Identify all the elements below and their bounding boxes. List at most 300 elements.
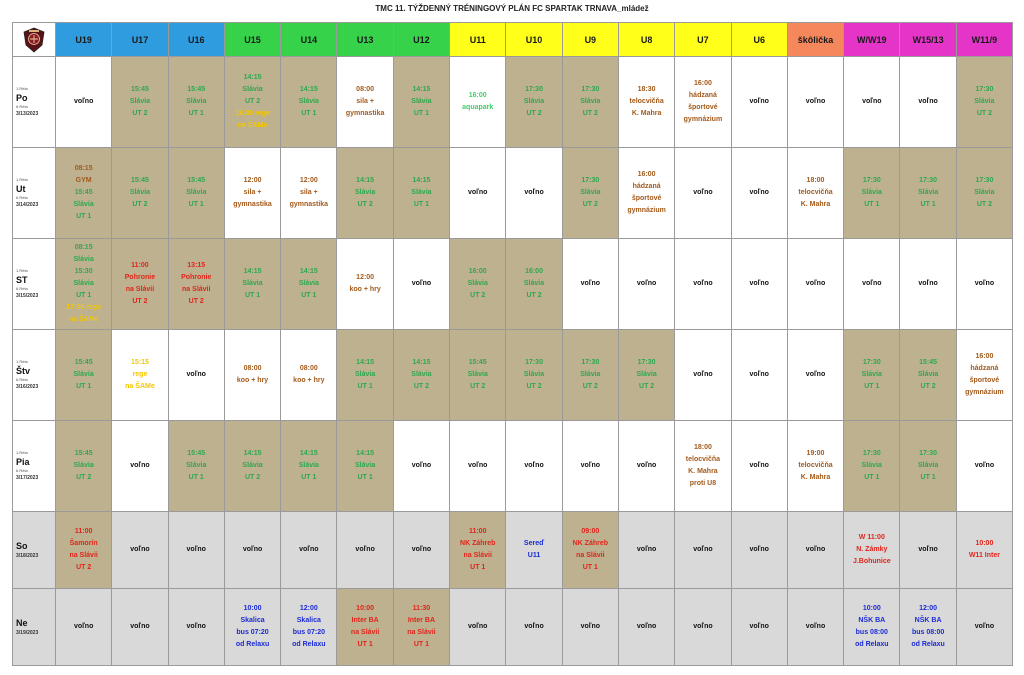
session-text: voľno: [805, 623, 826, 630]
schedule-cell: [112, 57, 168, 148]
session-text: voľno: [580, 280, 601, 287]
session-text: 15:45 Slávia UT 1: [186, 450, 207, 481]
schedule-cell: [900, 330, 956, 421]
session-text: voľno: [862, 280, 882, 287]
schedule-cell: [112, 239, 168, 330]
session-text: voľno: [186, 371, 206, 378]
schedule-cell: [337, 589, 393, 666]
day-date: 3/18/2023: [16, 553, 39, 559]
session-text: 17:30 Slávia UT 2: [580, 359, 601, 390]
day-date: 3/14/2023: [16, 202, 39, 208]
session-text: 14:15 Slávia UT 1: [298, 86, 319, 117]
session-text: 08:00 koo + hry: [236, 365, 269, 384]
schedule-cell: [112, 512, 168, 589]
session-text: 15:45 Slávia UT 2: [467, 359, 488, 390]
training-schedule-table: [12, 22, 1013, 666]
schedule-cell: [56, 512, 112, 589]
schedule-cell: [618, 57, 674, 148]
schedule-cell: [281, 330, 337, 421]
session-text: voľno: [468, 462, 488, 469]
day-note: 1.Réta: [16, 450, 28, 455]
column-header-u7: U7: [675, 23, 731, 57]
session-text: 08:00 sila + gymnastika: [345, 86, 385, 117]
day-label: [13, 512, 56, 589]
session-text: 14:15 Slávia UT 1: [242, 268, 263, 299]
column-header-u8: U8: [618, 23, 674, 57]
session-text: voľno: [805, 98, 826, 105]
session-text: voľno: [805, 371, 826, 378]
day-note: 1.Réta: [16, 177, 28, 182]
session-text: 14:15 Slávia UT 2: [242, 74, 263, 105]
day-date: 3/13/2023: [16, 111, 39, 117]
schedule-cell: [731, 421, 787, 512]
schedule-cell: [506, 148, 562, 239]
schedule-cell: [224, 330, 280, 421]
session-text: 17:30 Slávia UT 2: [636, 359, 657, 390]
session-text: 08:15 Slávia 15:30 Slávia UT 1: [73, 244, 94, 299]
schedule-cell: [450, 589, 506, 666]
session-text: 11:00 Pohronie na Slávii UT 2: [124, 262, 156, 305]
schedule-cell: [450, 148, 506, 239]
session-text: 10:00 Inter BA na Slávii UT 1: [350, 605, 380, 648]
schedule-cell: [675, 330, 731, 421]
day-note: 6.Réta: [16, 377, 28, 382]
session-text: voľno: [749, 623, 769, 630]
column-header-u9: U9: [562, 23, 618, 57]
day-date: 3/15/2023: [16, 293, 39, 299]
session-text: voľno: [636, 462, 657, 469]
column-header-u19: U19: [56, 23, 112, 57]
session-text: 15:45 Slávia UT 1: [73, 359, 94, 390]
schedule-cell: [787, 330, 843, 421]
day-row-ut: [13, 148, 1013, 239]
session-text: 17:30 Slávia UT 2: [974, 86, 995, 117]
schedule-cell: [281, 148, 337, 239]
header-row: [13, 23, 1013, 57]
schedule-cell: [506, 239, 562, 330]
session-text: voľno: [749, 371, 769, 378]
session-text: 15:45 Slávia UT 2: [917, 359, 939, 390]
schedule-cell: [900, 148, 956, 239]
schedule-cell: [337, 512, 393, 589]
schedule-cell: [956, 148, 1012, 239]
session-text: voľno: [468, 189, 488, 196]
schedule-cell: [675, 239, 731, 330]
session-text: 14:15 Slávia UT 1: [355, 359, 376, 390]
day-name: So: [16, 541, 28, 551]
schedule-cell: [281, 421, 337, 512]
day-row-po: [13, 57, 1013, 148]
session-text: voľno: [974, 462, 995, 469]
schedule-cell: [787, 589, 843, 666]
schedule-cell: [224, 239, 280, 330]
session-text: 12:00 NŠK BA bus 08:00 od Relaxu: [911, 605, 945, 648]
session-text: 11:00 Šamorín na Slávii UT 2: [69, 528, 98, 571]
schedule-cell: [562, 148, 618, 239]
session-text: voľno: [411, 546, 432, 553]
session-text: 14:15 Slávia UT 1: [355, 450, 376, 481]
day-note: 1.Réta: [16, 86, 28, 91]
schedule-cell: [506, 421, 562, 512]
column-header-w15-13: W15/13: [900, 23, 956, 57]
schedule-cell: [618, 148, 674, 239]
schedule-cell: [393, 589, 449, 666]
session-text: voľno: [749, 280, 769, 287]
schedule-cell: [337, 330, 393, 421]
schedule-cell: [900, 589, 956, 666]
column-header-w-w19: W/W19: [844, 23, 900, 57]
schedule-cell: [844, 512, 900, 589]
session-text: voľno: [693, 371, 713, 378]
session-text: voľno: [636, 546, 657, 553]
session-text: voľno: [805, 546, 826, 553]
schedule-cell: [112, 148, 168, 239]
session-text: 17:30 Slávia UT 2: [523, 86, 545, 117]
session-text: voľno: [918, 546, 938, 553]
session-text: 16:00 Slávia UT 2: [467, 268, 488, 299]
day-note: 6.Réta: [16, 195, 28, 200]
page-title: TMC 11. TÝŽDENNÝ TRÉNINGOVÝ PLÁN FC SPARTAK TRNAVA_mládež: [375, 4, 649, 13]
schedule-cell: [450, 57, 506, 148]
schedule-cell: [787, 239, 843, 330]
session-text: 18:00 telocvičňa K. Mahra: [798, 177, 833, 208]
session-text: voľno: [468, 623, 488, 630]
session-text: 17:30 rege na ŠAMe: [66, 304, 101, 323]
session-text: 14:15 Slávia UT 1: [411, 86, 432, 117]
session-text: 14:15 Slávia UT 1: [411, 177, 432, 208]
schedule-cell: [168, 239, 224, 330]
schedule-cell: [393, 512, 449, 589]
session-text: 12:00 sila + gymnastika: [233, 177, 272, 208]
session-text: 17:30 Slávia UT 1: [917, 450, 939, 481]
schedule-cell: [618, 512, 674, 589]
session-text: voľno: [862, 98, 882, 105]
schedule-cell: [56, 239, 112, 330]
session-text: voľno: [299, 546, 319, 553]
session-text: 16:30 rege na ŠAMe: [235, 110, 270, 129]
day-name: Po: [16, 93, 28, 103]
schedule-cell: [731, 148, 787, 239]
schedule-cell: [956, 330, 1012, 421]
session-text: 16:00 Slávia UT 2: [523, 268, 545, 299]
session-text: 14:15 Slávia UT 1: [298, 268, 319, 299]
day-row-so: [13, 512, 1013, 589]
session-text: 14:15 Slávia UT 1: [298, 450, 319, 481]
schedule-cell: [224, 589, 280, 666]
session-text: voľno: [693, 546, 713, 553]
day-note: 1.Réta: [16, 268, 28, 273]
schedule-cell: [224, 421, 280, 512]
day-name: ST: [16, 275, 28, 285]
schedule-cell: [900, 421, 956, 512]
schedule-cell: [562, 330, 618, 421]
schedule-cell: [56, 421, 112, 512]
session-text: 15:45 Slávia UT 2: [129, 86, 151, 117]
schedule-cell: [731, 512, 787, 589]
schedule-cell: [844, 148, 900, 239]
schedule-cell: [787, 421, 843, 512]
schedule-cell: [618, 330, 674, 421]
schedule-cell: [562, 421, 618, 512]
session-text: W 11:00 N. Zámky J.Bohunice: [852, 534, 891, 565]
schedule-cell: [281, 512, 337, 589]
schedule-cell: [337, 57, 393, 148]
schedule-cell: [787, 57, 843, 148]
schedule-cell: [168, 589, 224, 666]
schedule-cell: [562, 239, 618, 330]
club-logo: [13, 23, 56, 57]
schedule-cell: [675, 57, 731, 148]
schedule-cell: [112, 330, 168, 421]
schedule-cell: [900, 57, 956, 148]
session-text: voľno: [693, 189, 713, 196]
session-text: voľno: [918, 280, 938, 287]
crest-icon: [23, 27, 45, 53]
session-text: 13:15 Pohronie na Slávii UT 2: [181, 262, 212, 305]
schedule-cell: [844, 421, 900, 512]
session-text: 15:45 Slávia UT 2: [73, 450, 94, 481]
day-date: 3/17/2023: [16, 475, 39, 481]
schedule-cell: [731, 57, 787, 148]
schedule-cell: [844, 589, 900, 666]
schedule-cell: [506, 589, 562, 666]
day-note: 1.Réta: [16, 359, 28, 364]
session-text: 19:00 telocvičňa K. Mahra: [798, 450, 833, 481]
session-text: 14:15 Slávia UT 2: [355, 177, 376, 208]
session-text: 18:30 telocvičňa K. Mahra: [629, 86, 664, 117]
schedule-cell: [956, 589, 1012, 666]
schedule-cell: [900, 239, 956, 330]
day-note: 6.Réta: [16, 104, 28, 109]
schedule-cell: [56, 330, 112, 421]
session-text: 12:00 koo + hry: [349, 274, 381, 293]
session-text: 14:15 Slávia UT 2: [411, 359, 432, 390]
schedule-cell: [900, 512, 956, 589]
schedule-cell: [112, 589, 168, 666]
day-label: [13, 239, 56, 330]
schedule-cell: [281, 589, 337, 666]
day-name: Štv: [16, 366, 31, 376]
column-header-u15: U15: [224, 23, 280, 57]
schedule-cell: [450, 421, 506, 512]
session-text: 15:45 Slávia UT 1: [73, 189, 94, 220]
day-date: 3/19/2023: [16, 630, 39, 636]
schedule-cell: [956, 239, 1012, 330]
session-text: voľno: [974, 623, 995, 630]
column-header-u16: U16: [168, 23, 224, 57]
session-text: 12:00 sila + gymnastika: [289, 177, 329, 208]
schedule-cell: [956, 512, 1012, 589]
session-text: 11:00 NK Záhreb na Slávii UT 1: [460, 528, 496, 571]
session-text: 15:15 rege na ŠAMe: [125, 359, 155, 390]
session-text: voľno: [524, 462, 544, 469]
schedule-cell: [506, 57, 562, 148]
session-text: 08:15 GYM: [74, 165, 93, 184]
schedule-cell: [844, 239, 900, 330]
schedule-cell: [224, 512, 280, 589]
session-text: 17:30 Slávia UT 2: [580, 86, 601, 117]
schedule-cell: [281, 239, 337, 330]
session-text: 08:00 koo + hry: [293, 365, 325, 384]
schedule-cell: [112, 421, 168, 512]
column-header-u12: U12: [393, 23, 449, 57]
schedule-cell: [731, 589, 787, 666]
session-text: voľno: [693, 623, 713, 630]
schedule-cell: [393, 148, 449, 239]
session-text: Sereď U11: [523, 540, 545, 559]
schedule-cell: [787, 148, 843, 239]
column-header-u10: U10: [506, 23, 562, 57]
session-text: voľno: [355, 546, 375, 553]
schedule-cell: [56, 589, 112, 666]
day-row-štv: [13, 330, 1013, 421]
day-row-pia: [13, 421, 1013, 512]
schedule-cell: [844, 330, 900, 421]
schedule-cell: [393, 330, 449, 421]
session-text: 11:30 Inter BA na Slávii UT 1: [407, 605, 436, 648]
schedule-cell: [393, 421, 449, 512]
schedule-cell: [224, 57, 280, 148]
day-label: [13, 57, 56, 148]
schedule-cell: [450, 330, 506, 421]
session-text: voľno: [636, 623, 657, 630]
session-text: 15:45 Slávia UT 1: [186, 177, 207, 208]
session-text: voľno: [749, 98, 769, 105]
schedule-cell: [224, 148, 280, 239]
column-header-u13: U13: [337, 23, 393, 57]
column-header-w11-9: W11/9: [956, 23, 1012, 57]
column-header-u17: U17: [112, 23, 168, 57]
session-text: voľno: [749, 546, 769, 553]
schedule-cell: [956, 57, 1012, 148]
session-text: 17:30 Slávia UT 2: [580, 177, 601, 208]
day-label: [13, 421, 56, 512]
schedule-cell: [337, 239, 393, 330]
schedule-cell: [168, 512, 224, 589]
session-text: 10:00 W11 Inter: [968, 540, 1000, 559]
session-text: voľno: [130, 623, 150, 630]
schedule-cell: [844, 57, 900, 148]
schedule-cell: [956, 421, 1012, 512]
session-text: 16:00 aquapark: [462, 92, 494, 111]
schedule-cell: [450, 512, 506, 589]
column-header-u6: U6: [731, 23, 787, 57]
schedule-cell: [337, 421, 393, 512]
schedule-cell: [675, 421, 731, 512]
session-text: 17:30 Slávia UT 1: [861, 450, 882, 481]
schedule-cell: [731, 330, 787, 421]
schedule-cell: [56, 148, 112, 239]
session-text: 15:45 Slávia UT 2: [129, 177, 151, 208]
schedule-cell: [618, 239, 674, 330]
day-note: 6.Réta: [16, 468, 28, 473]
schedule-cell: [506, 330, 562, 421]
session-text: voľno: [242, 546, 263, 553]
session-text: voľno: [411, 462, 432, 469]
schedule-cell: [562, 589, 618, 666]
session-text: voľno: [524, 623, 544, 630]
session-text: voľno: [130, 546, 150, 553]
session-text: voľno: [186, 623, 206, 630]
session-text: voľno: [636, 280, 657, 287]
column-header-u14: U14: [281, 23, 337, 57]
schedule-cell: [168, 421, 224, 512]
session-text: 10:00 Skalica bus 07:20 od Relaxu: [235, 605, 270, 648]
session-text: voľno: [186, 546, 206, 553]
session-text: voľno: [693, 280, 713, 287]
session-text: voľno: [580, 462, 601, 469]
column-header--k-li-ka: škôlička: [787, 23, 843, 57]
day-name: Ne: [16, 618, 28, 628]
session-text: voľno: [974, 280, 995, 287]
schedule-cell: [56, 57, 112, 148]
session-text: 16:00 hádzaná športové gymnázium: [627, 171, 666, 214]
schedule-cell: [562, 512, 618, 589]
schedule-cell: [562, 57, 618, 148]
schedule-cell: [393, 57, 449, 148]
schedule-cell: [281, 57, 337, 148]
session-text: 17:30 Slávia UT 1: [861, 359, 882, 390]
schedule-cell: [787, 512, 843, 589]
session-text: 17:30 Slávia UT 2: [974, 177, 995, 208]
schedule-cell: [168, 57, 224, 148]
day-row-ne: [13, 589, 1013, 666]
session-text: voľno: [73, 623, 94, 630]
day-label: [13, 589, 56, 666]
session-text: 09:00 NK Záhreb na Slávii UT 1: [572, 528, 609, 571]
session-text: voľno: [411, 280, 432, 287]
schedule-cell: [618, 421, 674, 512]
session-text: 17:30 Slávia UT 1: [861, 177, 882, 208]
day-label: [13, 330, 56, 421]
session-text: 16:00 hádzaná športové gymnázium: [965, 353, 1004, 396]
day-date: 3/16/2023: [16, 384, 39, 390]
schedule-cell: [337, 148, 393, 239]
schedule-cell: [168, 148, 224, 239]
schedule-cell: [450, 239, 506, 330]
schedule-cell: [675, 148, 731, 239]
day-label: [13, 148, 56, 239]
day-name: Pia: [16, 457, 30, 467]
day-row-st: [13, 239, 1013, 330]
session-text: voľno: [749, 462, 769, 469]
schedule-cell: [675, 589, 731, 666]
schedule-cell: [618, 589, 674, 666]
session-text: 10:00 NŠK BA bus 08:00 od Relaxu: [855, 605, 889, 648]
column-header-u11: U11: [450, 23, 506, 57]
schedule-cell: [168, 330, 224, 421]
session-text: 18:00 telocvičňa K. Mahra proti U8: [685, 444, 721, 487]
session-text: 17:30 Slávia UT 1: [917, 177, 939, 208]
session-text: voľno: [805, 280, 826, 287]
session-text: voľno: [580, 623, 601, 630]
session-text: voľno: [73, 98, 94, 105]
schedule-cell: [506, 512, 562, 589]
schedule-cell: [675, 512, 731, 589]
schedule-cell: [731, 239, 787, 330]
session-text: voľno: [918, 98, 938, 105]
session-text: 15:45 Slávia UT 1: [186, 86, 207, 117]
session-text: voľno: [749, 189, 769, 196]
schedule-cell: [393, 239, 449, 330]
session-text: 16:00 hádzaná športové gymnázium: [683, 80, 723, 123]
day-name: Ut: [16, 184, 26, 194]
session-text: 14:15 Slávia UT 2: [242, 450, 263, 481]
session-text: voľno: [130, 462, 150, 469]
day-note: 6.Réta: [16, 286, 28, 291]
session-text: 17:30 Slávia UT 2: [523, 359, 545, 390]
session-text: 12:00 Skalica bus 07:20 od Relaxu: [292, 605, 326, 648]
